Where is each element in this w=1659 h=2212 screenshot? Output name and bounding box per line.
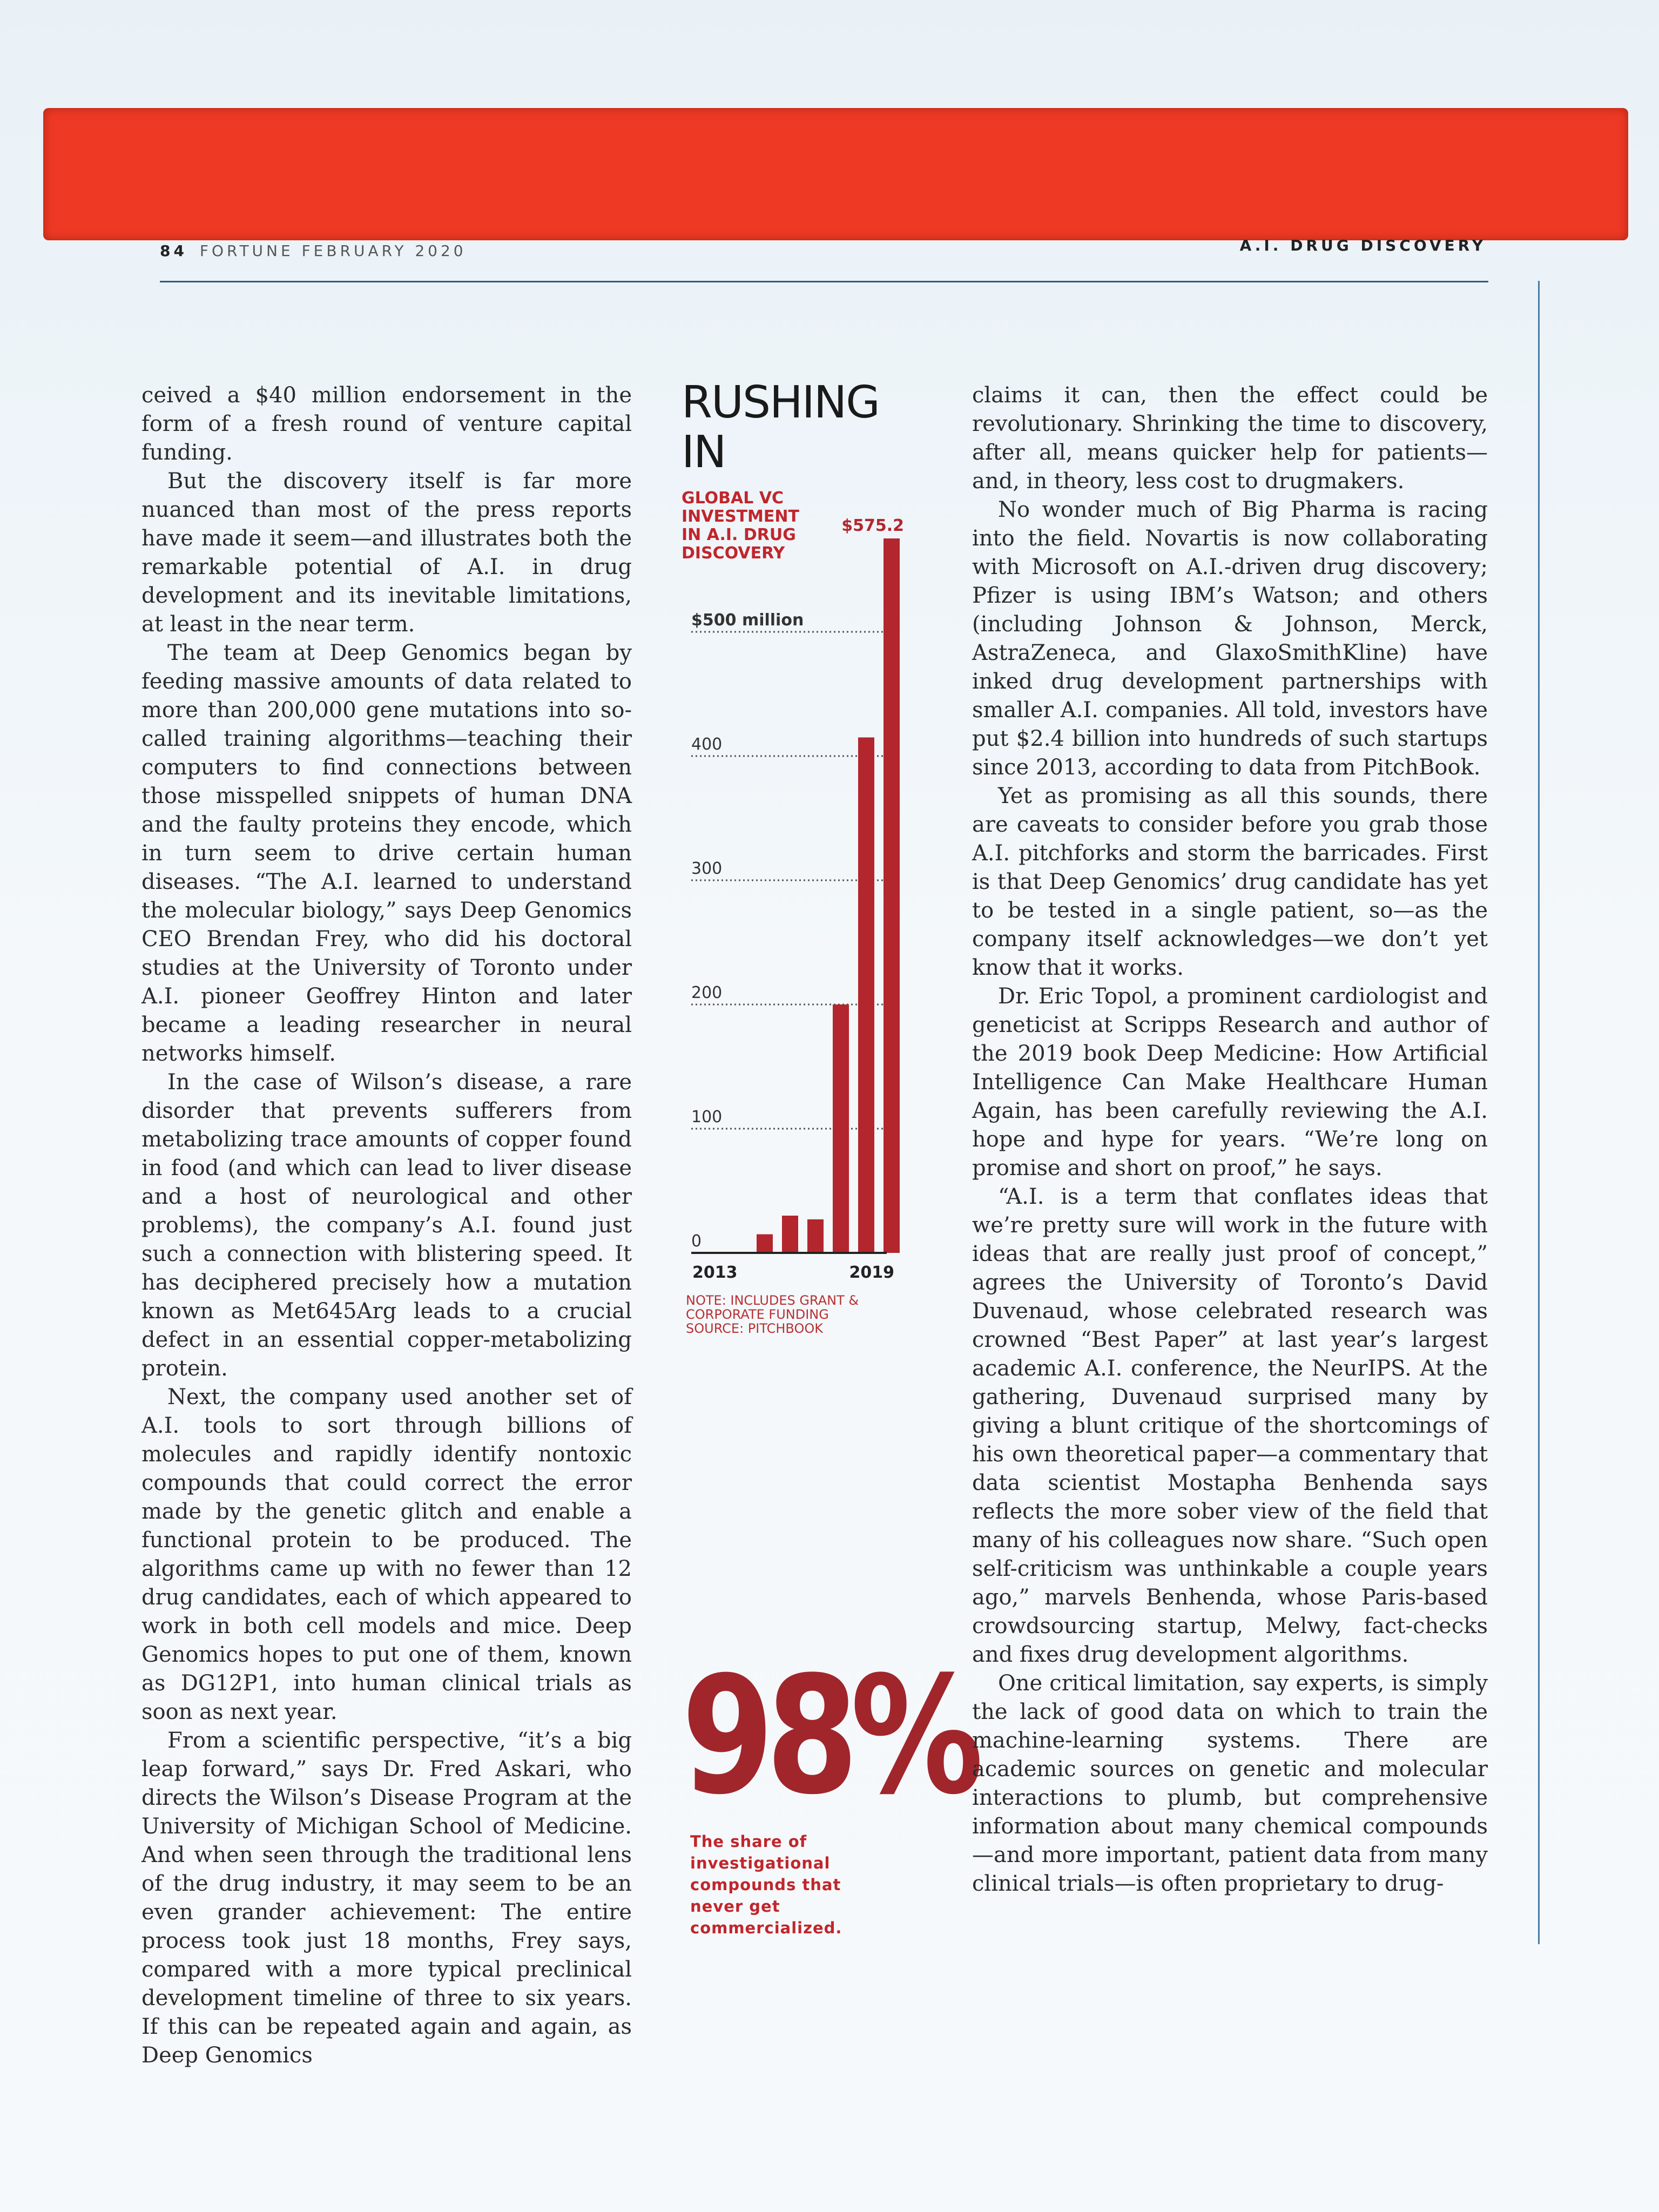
paragraph: In the case of Wilson’s disease, a rare disorder that prevents sufferers from metabolizing trace amounts of copper found in food (and which can lead to liver disease and a host of neurological and other problems), the company’s A.I. found just such a connection with blistering speed. It has deciphered precisely how a mutation known as Met645Arg leads to a crucial defect in an essential copper-metabolizing protein. [141, 1070, 632, 1381]
paragraph: Dr. Eric Topol, a prominent cardiologist and geneticist at Scripps Research and author of the 2019 book Deep Medicine: How Artificial Intelligence Can Make Healthcare Human Again, has been carefully reviewing the A.I. hope and hype for years. “We’re long on promise and short on proof,” he says. [972, 984, 1488, 1181]
bar [858, 738, 874, 1253]
header-rule [160, 281, 1488, 282]
paragraph: One critical limitation, say experts, is simply the lack of good data on which to train the machine-learning systems. There are academic sources on genetic and molecular interactions to plumb, but comprehensive information about many chemical compounds—and more important, patient data from many clinical trials—is often proprietary to drug- [972, 1671, 1488, 1896]
top-red-band [43, 108, 1628, 240]
y-tick-label: 100 [691, 1108, 723, 1127]
y-tick-label: 400 [691, 735, 723, 754]
y-tick-label: 200 [691, 983, 723, 1002]
paragraph: But the discovery itself is far more nuanced than most of the press reports have made it seem—and illustrates both the remarkable potential of A.I. in drug development and its inevitable limitations, at least in the near term. [141, 469, 632, 637]
column-rule [1538, 281, 1540, 1944]
paragraph: Yet as promising as all this sounds, there are caveats to consider before you grab those A.I. pitchforks and storm the barricades. First is that Deep Genomics’ drug candidate has yet to be tested in a single patient, so—as the company itself acknowledges—we don’t yet know that it works. [972, 784, 1488, 980]
stat-value: 98% [682, 1642, 976, 1830]
paragraph: “A.I. is a term that conflates ideas that we’re pretty sure will work in the future with ideas that are really just proof of concept,” agrees the University of Toronto’s David Duvenaud, whose celebrated research was crowned “Best Paper” at last year’s largest academic A.I. conference, the NeurIPS. At the gathering, Duvenaud surprised many by giving a blunt critique of the shortcomings of his own theoretical paper—a commentary that data scientist Mostapha Benhenda says reflects the more sober view of the field that many of his colleagues now share. “Such open self-criticism was unthinkable a couple years ago,” marvels Benhenda, whose Paris-based crowdsourcing startup, Melwy, fact-checks and fixes drug development algorithms. [972, 1184, 1488, 1667]
x-tick-label: 2019 [849, 1263, 894, 1282]
paragraph: ceived a $40 million endorsement in the form of a fresh round of venture capital funding. [141, 383, 632, 465]
publication-line: FORTUNE FEBRUARY 2020 [199, 242, 467, 260]
bar [782, 1216, 798, 1253]
left-column [141, 381, 632, 2070]
chart-subtitle: GLOBAL VC INVESTMENT IN A.I. DRUG DISCOVERY [682, 489, 799, 563]
stat-caption: The share of investigational compounds that never get commercialized. [690, 1832, 842, 1937]
chart-note: NOTE: INCLUDES GRANT & CORPORATE FUNDING SOURCE: PITCHBOOK [686, 1293, 859, 1336]
paragraph: Next, the company used another set of A.I. tools to sort through billions of molecules and rapidly identify nontoxic compounds that could correct the error made by the genetic glitch and enable a functional protein to be produced. The algorithms came up with no fewer than 12 drug candidates, each of which appeared to work in both cell models and mice. Deep Genomics hopes to put one of them, known as DG12P1, into human clinical trials as soon as next year. [141, 1385, 632, 1724]
page-number: 84 [160, 242, 187, 260]
paragraph: The team at Deep Genomics began by feeding massive amounts of data related to more than 200,000 gene mutations into so-called training algorithms—teaching their computers to find connections between those misspelled snippets of human DNA and the faulty proteins they encode, which in turn seem to drive certain human diseases. “The A.I. learned to understand the molecular biology,” says Deep Genomics CEO Brendan Frey, who did his doctoral studies at the University of Toronto under A.I. pioneer Geoffrey Hinton and later became a leading researcher in neural networks himself. [141, 640, 632, 1066]
x-tick-label: 2013 [692, 1263, 738, 1282]
paragraph: From a scientific perspective, “it’s a big leap forward,” says Dr. Fred Askari, who directs the Wilson’s Disease Program at the University of Michigan School of Medicine. And when seen through the traditional lens of the drug industry, it may seem to be an even grander achievement: The entire process took just 18 months, Frey says, compared with a more typical preclinical development timeline of three to six years. If this can be repeated again and again, as Deep Genomics [141, 1728, 632, 2068]
y-tick-label: 300 [691, 859, 723, 878]
paragraph: claims it can, then the effect could be revolutionary. Shrinking the time to discovery, after all, means quicker help for patients—and, in theory, less cost to drugmakers. [972, 383, 1488, 494]
bar [807, 1219, 824, 1253]
bar [757, 1235, 773, 1253]
bar [833, 1004, 849, 1253]
right-column [972, 381, 1488, 1898]
bar [884, 538, 900, 1253]
y-tick-label: 0 [691, 1232, 702, 1251]
section-label: A.I. DRUG DISCOVERY [1239, 237, 1486, 254]
running-header-left [160, 242, 467, 260]
y-tick-label: $500 million [691, 611, 804, 630]
paragraph: No wonder much of Big Pharma is racing into the field. Novartis is now collaborating with Microsoft on A.I.-driven drug discovery; Pfizer is using IBM’s Watson; and others (including Johnson & Johnson, Merck, AstraZeneca, and GlaxoSmithKline) have inked drug development partnerships with smaller A.I. companies. All told, investors have put $2.4 billion into hundreds of such startups since 2013, according to data from PitchBook. [972, 497, 1488, 780]
chart-title: RUSHING IN [682, 377, 879, 478]
investment-bar-chart [682, 475, 908, 1285]
data-label: $575.2 [841, 516, 904, 536]
